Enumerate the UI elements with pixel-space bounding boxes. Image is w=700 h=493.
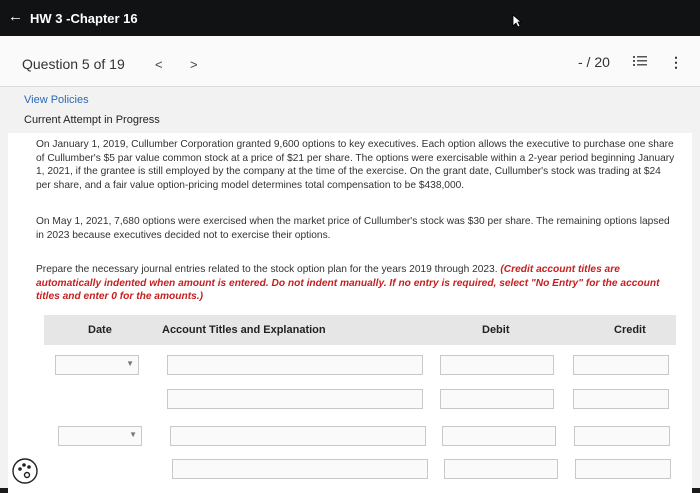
col-account: Account Titles and Explanation <box>162 324 326 336</box>
assignment-title: HW 3 -Chapter 16 <box>30 11 138 26</box>
account-title-input[interactable] <box>167 355 423 375</box>
date-select[interactable] <box>58 426 142 446</box>
col-credit: Credit <box>614 324 646 336</box>
debit-input[interactable] <box>440 389 554 409</box>
debit-input[interactable] <box>442 426 556 446</box>
debit-input[interactable] <box>444 459 558 479</box>
account-title-input[interactable] <box>170 426 426 446</box>
question-label: Question 5 of 19 <box>22 56 125 72</box>
col-debit: Debit <box>482 324 510 336</box>
question-sheet <box>0 36 700 488</box>
arrow-left-icon[interactable]: ← <box>8 8 23 25</box>
view-policies-link[interactable]: View Policies <box>24 94 89 106</box>
attempt-status: Current Attempt in Progress <box>24 114 160 126</box>
palette-icon <box>12 458 38 484</box>
instruction-note: (Credit account titles are automatically indented when amount is entered. Do not indent manually. If no entry is required, select "No Entry" for the account titles and enter 0 for the amounts.) <box>36 264 660 302</box>
debit-input[interactable] <box>440 355 554 375</box>
list-icon[interactable] <box>633 54 647 68</box>
chevron-down-icon: ▼ <box>129 430 137 439</box>
chevron-down-icon: ▼ <box>126 359 134 368</box>
credit-input[interactable] <box>573 389 669 409</box>
credit-input[interactable] <box>573 355 669 375</box>
credit-input[interactable] <box>575 459 671 479</box>
credit-input[interactable] <box>574 426 670 446</box>
problem-paragraph-2: On May 1, 2021, 7,680 options were exercised when the market price of Cullumber's stock was $30 per share. The remaining options lapsed in 2023 because executives decided not to exercise their options. <box>36 216 670 241</box>
date-select[interactable] <box>55 355 139 375</box>
col-date: Date <box>88 324 112 336</box>
problem-instruction <box>36 263 676 304</box>
prev-question-button[interactable]: < <box>155 57 163 72</box>
next-question-button[interactable]: > <box>190 57 198 72</box>
question-score: - / 20 <box>578 54 610 70</box>
journal-table-header <box>44 315 676 345</box>
mouse-cursor-icon <box>512 14 522 28</box>
account-title-input[interactable] <box>167 389 423 409</box>
question-nav-bar <box>0 36 700 87</box>
top-bar <box>0 0 700 36</box>
problem-paragraph-1: On January 1, 2019, Cullumber Corporation granted 9,600 options to key executives. Each option allows the executive to purchase one share of Cullumber's $5 par value common stock at a price of $21 per share. The options were exercisable within a 2-year period beginning January 1, 2021, if the grantee is still employed by the company at the time of the exercise. On the grant date, Cullumber's stock was trading at $24 per share, and a fair value option-pricing model determines total compensation to be $438,000. <box>36 139 675 191</box>
account-title-input[interactable] <box>172 459 428 479</box>
more-options-icon[interactable]: ⋮ <box>669 54 683 70</box>
instruction-text: Prepare the necessary journal entries related to the stock option plan for the years 2019 through 2023. <box>36 264 498 275</box>
problem-card <box>8 133 692 493</box>
